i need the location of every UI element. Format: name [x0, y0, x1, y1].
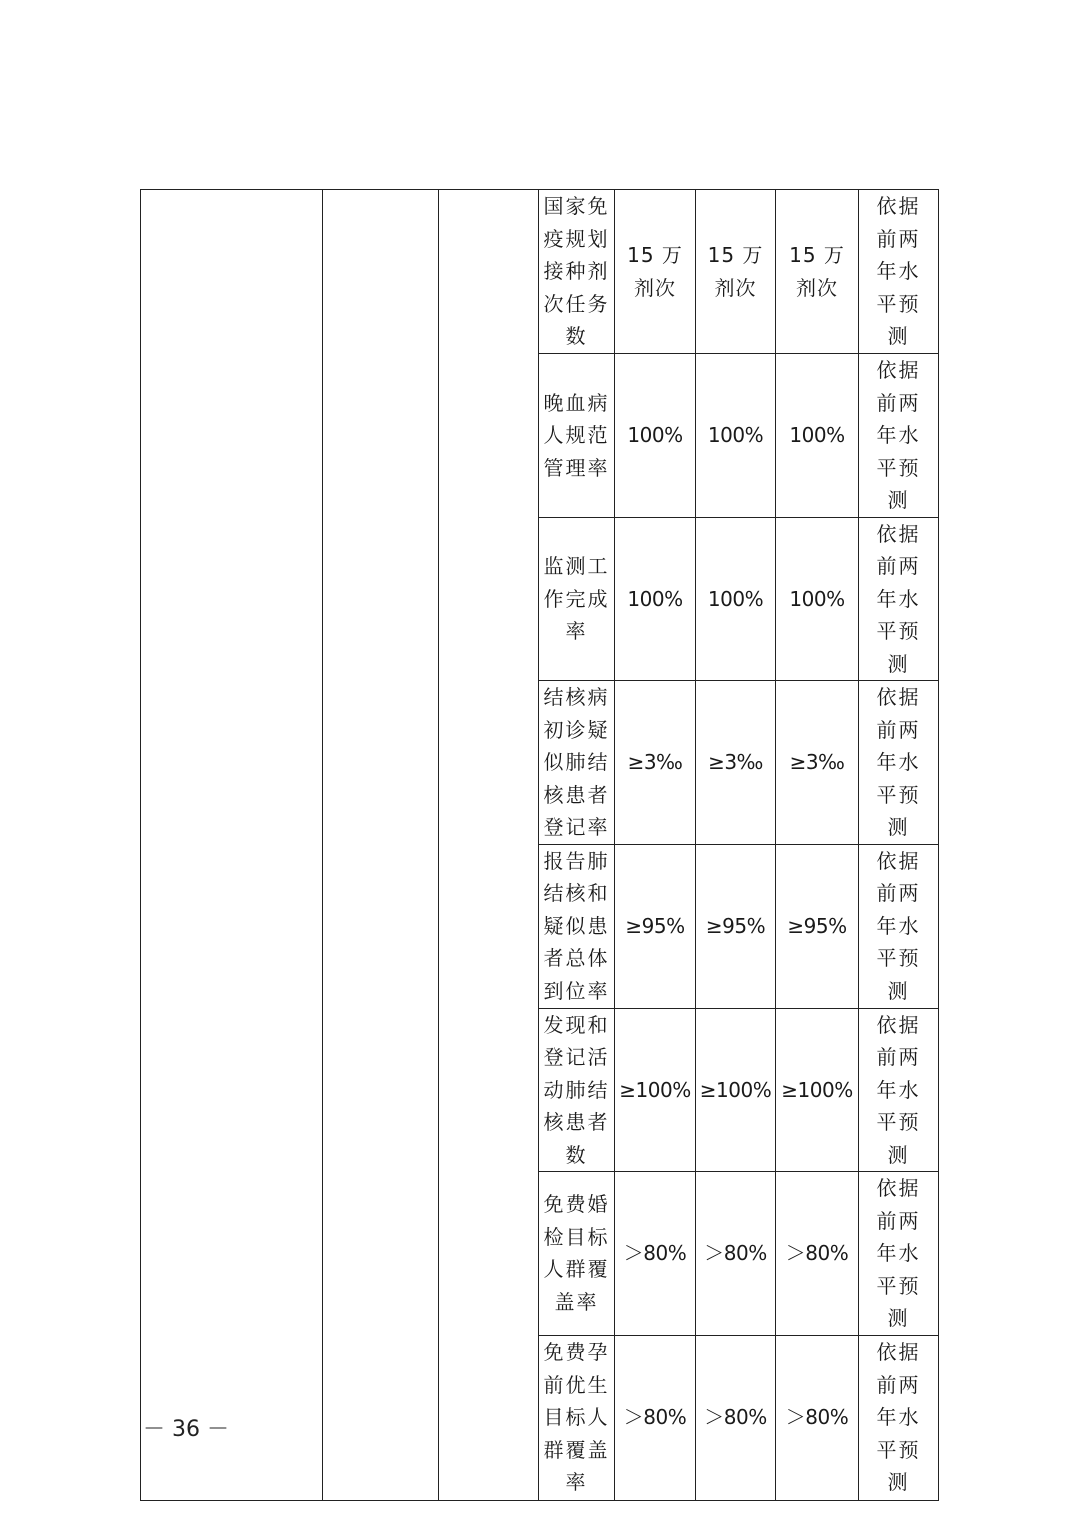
- value-cell: ＞80%: [615, 1335, 696, 1500]
- value-cell: ≥3‰: [615, 681, 696, 845]
- indicator-cell: 免费孕前优生目标人群覆盖率: [539, 1335, 615, 1500]
- indicator-cell: 报告肺结核和疑似患者总体到位率: [539, 844, 615, 1008]
- value-cell: ≥95%: [776, 844, 859, 1008]
- value-cell: ≥100%: [776, 1008, 859, 1172]
- value-cell: ≥100%: [615, 1008, 696, 1172]
- value-cell: 15 万剂次: [776, 190, 859, 354]
- value-cell: ＞80%: [696, 1335, 776, 1500]
- value-cell: ＞80%: [776, 1172, 859, 1336]
- page-number: － 36 －: [143, 1417, 229, 1442]
- indicator-cell: 监测工作完成率: [539, 517, 615, 681]
- value-cell: 15 万剂次: [615, 190, 696, 354]
- value-cell: 100%: [615, 354, 696, 518]
- value-cell: ≥95%: [615, 844, 696, 1008]
- note-cell: 依据前两年水平预测: [859, 354, 939, 518]
- value-cell: ≥100%: [696, 1008, 776, 1172]
- value-cell: ＞80%: [776, 1335, 859, 1500]
- value-cell: ≥95%: [696, 844, 776, 1008]
- indicator-cell: 发现和登记活动肺结核患者数: [539, 1008, 615, 1172]
- table-row: [141, 190, 939, 354]
- value-cell: ≥3‰: [696, 681, 776, 845]
- value-cell: 15 万剂次: [696, 190, 776, 354]
- empty-cell-col1: [141, 190, 323, 1501]
- indicator-cell: 免费婚检目标人群覆盖率: [539, 1172, 615, 1336]
- note-cell: 依据前两年水平预测: [859, 1008, 939, 1172]
- value-cell: 100%: [696, 354, 776, 518]
- note-cell: 依据前两年水平预测: [859, 1335, 939, 1500]
- value-cell: 100%: [776, 354, 859, 518]
- empty-cell-col2: [323, 190, 439, 1501]
- indicator-cell: 晚血病人规范管理率: [539, 354, 615, 518]
- indicator-cell: 国家免疫规划接种剂次任务数: [539, 190, 615, 354]
- note-cell: 依据前两年水平预测: [859, 844, 939, 1008]
- note-cell: 依据前两年水平预测: [859, 1172, 939, 1336]
- value-cell: 100%: [615, 517, 696, 681]
- indicator-table: [140, 189, 939, 1501]
- note-cell: 依据前两年水平预测: [859, 517, 939, 681]
- indicator-cell: 结核病初诊疑似肺结核患者登记率: [539, 681, 615, 845]
- value-cell: 100%: [696, 517, 776, 681]
- value-cell: ＞80%: [696, 1172, 776, 1336]
- value-cell: ≥3‰: [776, 681, 859, 845]
- value-cell: 100%: [776, 517, 859, 681]
- empty-cell-col3: [439, 190, 539, 1501]
- note-cell: 依据前两年水平预测: [859, 681, 939, 845]
- note-cell: 依据前两年水平预测: [859, 190, 939, 354]
- value-cell: ＞80%: [615, 1172, 696, 1336]
